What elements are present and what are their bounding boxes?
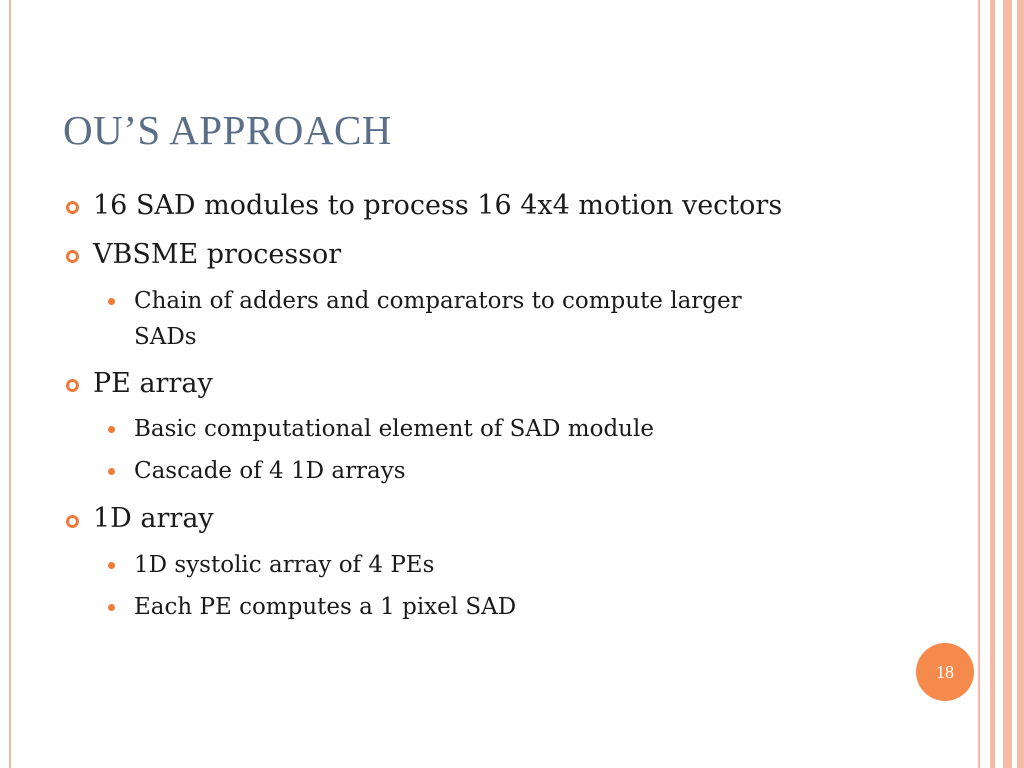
bullet-text: 1D array xyxy=(93,503,214,534)
bullet-ring-icon xyxy=(66,201,79,214)
bullet-dot-icon xyxy=(108,298,115,305)
bullet-dot-icon xyxy=(108,604,115,611)
bullet-dot-icon xyxy=(108,426,115,433)
sub-bullet-text: Cascade of 4 1D arrays xyxy=(134,458,406,484)
bullet-text: 16 SAD modules to process 16 4x4 motion vectors xyxy=(93,190,783,221)
sub-bullet-text-line2: SADs xyxy=(134,324,197,350)
sub-bullet-text: 1D systolic array of 4 PEs xyxy=(134,552,435,578)
sub-bullet-text: Each PE computes a 1 pixel SAD xyxy=(134,594,517,620)
sub-bullet-text-line1: Chain of adders and comparators to compute larger xyxy=(134,288,742,314)
slide-title: OU’S APPROACH xyxy=(63,107,392,153)
page-number-badge: 18 xyxy=(916,643,974,701)
sub-bullet-text: Basic computational element of SAD module xyxy=(134,416,654,442)
bullet-ring-icon xyxy=(66,250,79,263)
bullet-ring-icon xyxy=(66,379,79,392)
bullet-text: VBSME processor xyxy=(93,239,342,270)
bullet-dot-icon xyxy=(108,468,115,475)
bullet-dot-icon xyxy=(108,562,115,569)
bullet-ring-icon xyxy=(66,515,79,528)
bullet-text: PE array xyxy=(93,368,213,399)
